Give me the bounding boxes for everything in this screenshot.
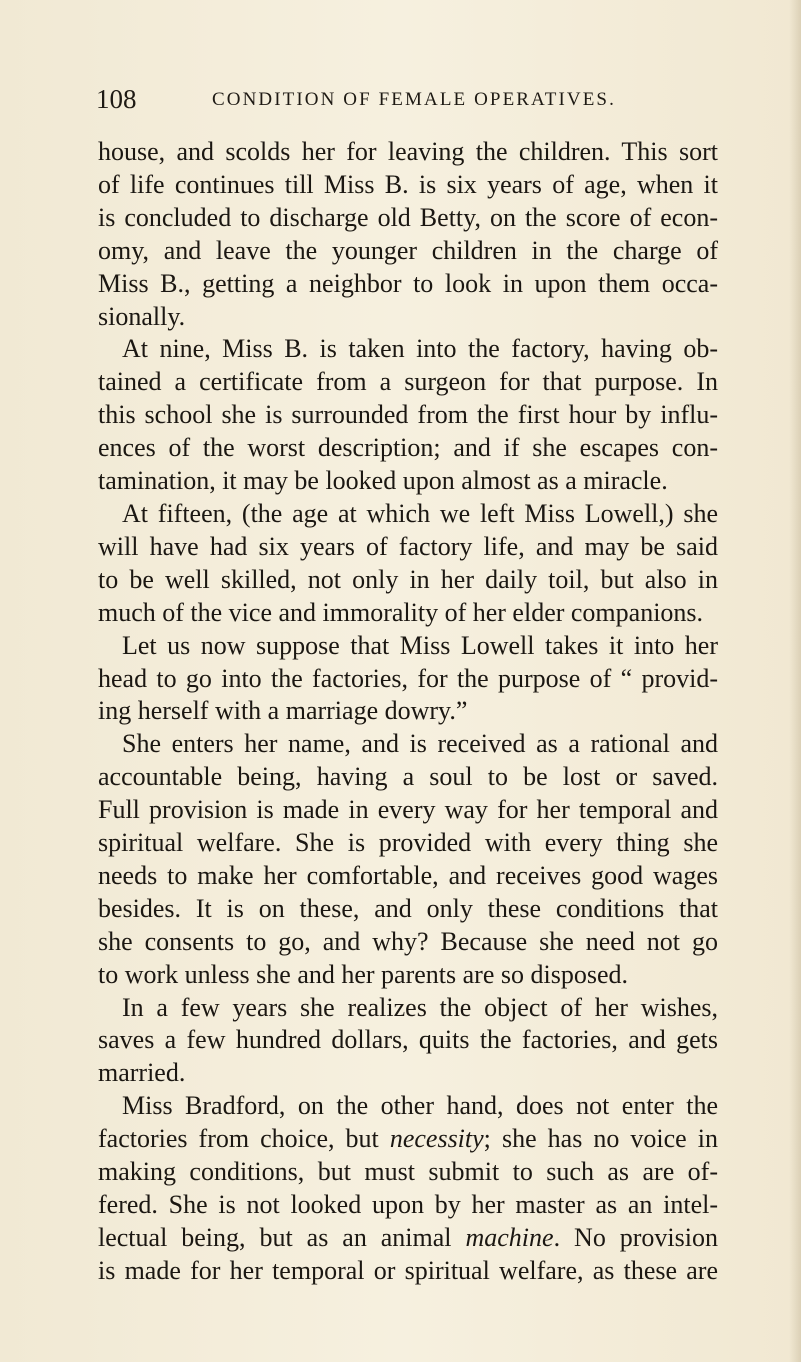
text-segment: lectual being, but as an animal — [98, 1222, 466, 1252]
text-line: is concluded to discharge old Betty, on the score of econ- — [98, 202, 718, 232]
text-line: much of the vice and immorality of her elder companions. — [98, 597, 704, 627]
text-segment: . No provision — [553, 1222, 718, 1252]
text-line: At nine, Miss B. is taken into the factory, having ob- — [122, 334, 718, 364]
page-edge-shadow — [789, 0, 801, 1362]
text-line: married. — [98, 1058, 186, 1088]
text-line: needs to make her comfortable, and receives good wages — [98, 860, 718, 890]
text-line: tained a certificate from a surgeon for that purpose. In — [98, 367, 718, 397]
text-line: to work unless she and her parents are so disposed. — [98, 959, 628, 989]
page-header — [96, 84, 710, 114]
text-line: omy, and leave the younger children in the charge of — [98, 235, 718, 265]
text-line: Full provision is made in every way for her temporal and — [98, 795, 718, 825]
text-line: besides. It is on these, and only these conditions that — [98, 893, 718, 923]
text-line: house, and scolds her for leaving the children. This sort — [98, 137, 718, 166]
text-line: Miss Bradford, on the other hand, does not enter the — [122, 1091, 718, 1121]
text-line: Miss B., getting a neighbor to look in upon them occa- — [98, 268, 718, 298]
text-line: fered. She is not looked upon by her master as an intel- — [98, 1190, 718, 1219]
text-line: is made for her temporal or spiritual welfare, as these are — [98, 1255, 718, 1285]
text-line: spiritual welfare. She is provided with every thing she — [98, 828, 718, 858]
emphasis-machine: machine — [465, 1222, 554, 1252]
text-line: of life continues till Miss B. is six years of age, when it — [98, 169, 718, 199]
text-line: Let us now suppose that Miss Lowell takes it into her — [122, 630, 718, 660]
text-line: accountable being, having a soul to be lost or saved. — [98, 762, 718, 792]
text-line: In a few years she realizes the object of her wishes, — [122, 992, 718, 1022]
text-line: She enters her name, and is received as a rational and — [122, 729, 718, 759]
text-line: tamination, it may be looked upon almost as a miracle. — [98, 466, 668, 496]
text-line: making conditions, but must submit to such as are of- — [98, 1157, 718, 1187]
text-line — [98, 1222, 718, 1255]
text-line: will have had six years of factory life, and may be said — [98, 531, 718, 561]
body-text — [98, 136, 718, 1288]
emphasis-necessity: necessity — [389, 1124, 484, 1154]
text-line: saves a few hundred dollars, quits the factories, and gets — [98, 1025, 718, 1055]
text-line: sionally. — [98, 301, 186, 331]
text-line — [98, 1123, 718, 1156]
text-line: she consents to go, and why? Because she need not go — [98, 926, 718, 956]
running-head: CONDITION OF FEMALE OPERATIVES. — [212, 89, 616, 110]
text-segment: factories from choice, but — [98, 1124, 390, 1154]
page-number: 108 — [96, 84, 137, 114]
text-line: head to go into the factories, for the purpose of “ provid- — [98, 663, 718, 693]
text-line: ences of the worst description; and if she escapes con- — [98, 433, 718, 463]
text-line: At fifteen, (the age at which we left Miss Lowell,) she — [122, 498, 718, 528]
text-line: to be well skilled, not only in her daily toil, but also in — [98, 564, 718, 594]
text-line: this school she is surrounded from the first hour by influ- — [98, 400, 718, 430]
text-line: ing herself with a marriage dowry.” — [98, 696, 468, 726]
text-segment: ; she has no voice in — [483, 1124, 718, 1154]
